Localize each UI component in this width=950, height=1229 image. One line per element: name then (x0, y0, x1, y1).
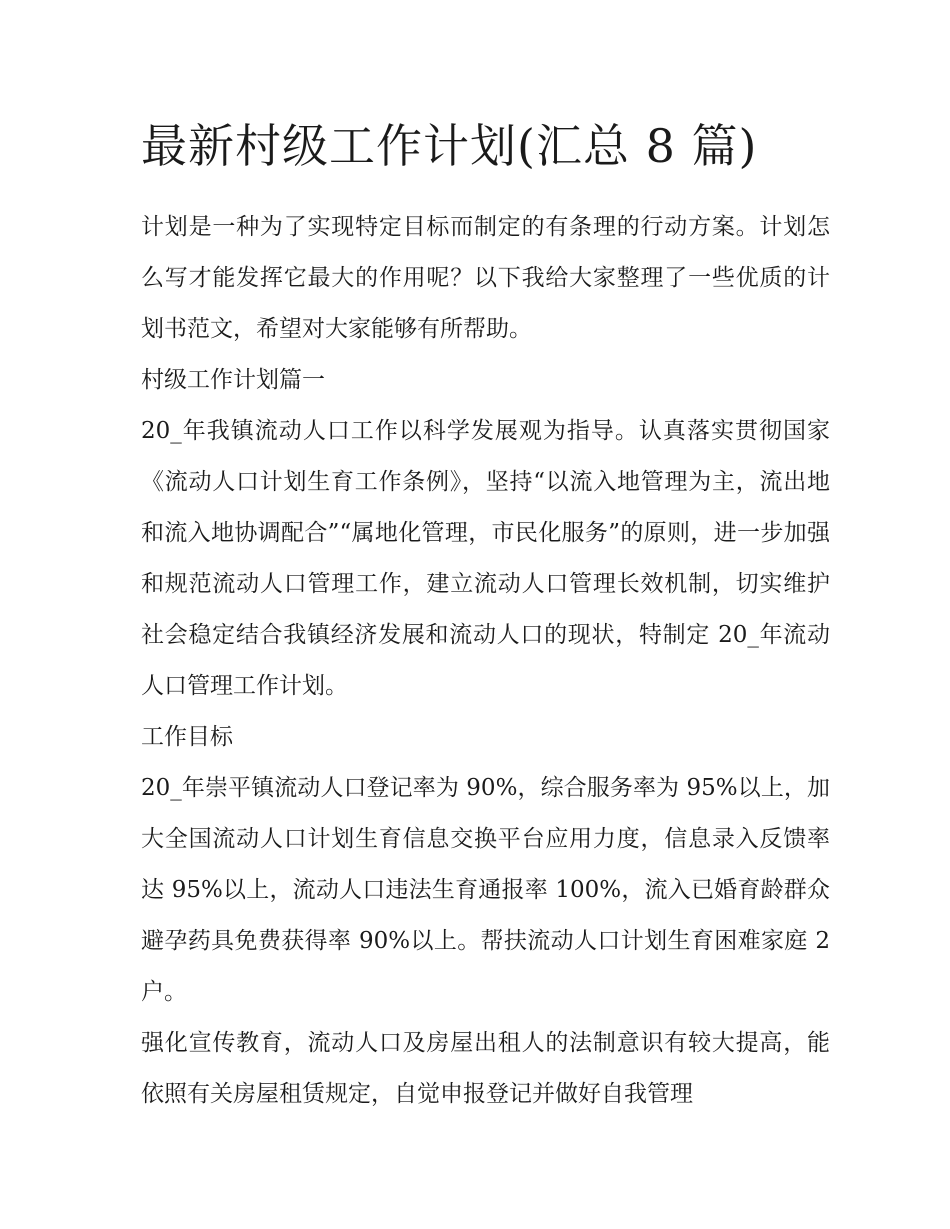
section-heading-work-goals: 工作目标 (141, 724, 233, 750)
body-paragraph: 20_年我镇流动人口工作以科学发展观为指导。认真落实贯彻国家《流动人口计划生育工作条例》，坚持“以流入地管理为主，流出地和流入地协调配合”“属地化管理，市民化服务”的原则，进一步加强和规范流动人口管理工作，建立流动人口管理长效机制，切实维护社会稳定结合我镇经济发展和流动人口的现状，特制定 20_年流动人口管理工作计划。 (141, 418, 830, 699)
document-title: 最新村级工作计划(汇总 8 篇) (141, 119, 758, 173)
body-paragraph: 20_年崇平镇流动人口登记率为 90%，综合服务率为 95%以上，加大全国流动人口计划生育信息交换平台应用力度，信息录入反馈率达 95%以上，流动人口违法生育通报率 100%，流入已婚育龄群众避孕药具免费获得率 90%以上。帮扶流动人口计划生育困难家庭 2 户。 (141, 775, 830, 1005)
intro-paragraph: 计划是一种为了实现特定目标而制定的有条理的行动方案。计划怎么写才能发挥它最大的作用呢？以下我给大家整理了一些优质的计划书范文，希望对大家能够有所帮助。 (141, 214, 830, 342)
section-heading-plan-one: 村级工作计划篇一 (141, 367, 325, 393)
body-paragraph: 强化宣传教育，流动人口及房屋出租人的法制意识有较大提高，能依照有关房屋租赁规定，自觉申报登记并做好自我管理 (141, 1030, 830, 1107)
